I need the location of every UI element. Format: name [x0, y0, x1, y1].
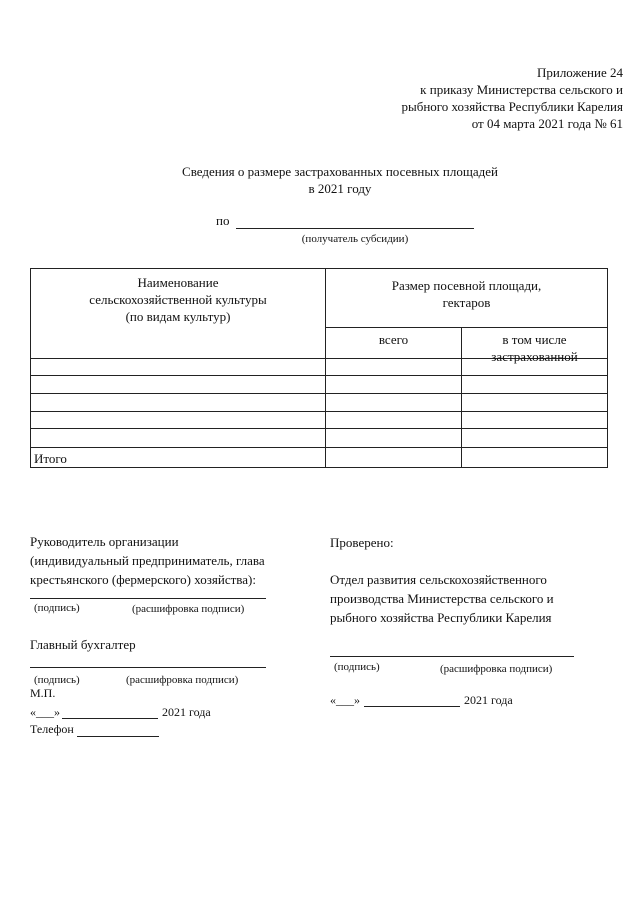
left-date-open: «___» — [30, 705, 60, 719]
table-row-line — [30, 428, 608, 429]
dept-signature-line — [330, 656, 574, 657]
header-total: всего — [378, 332, 409, 347]
header-line-1: Приложение 24 — [536, 65, 623, 80]
phone-line — [77, 736, 159, 737]
left-date-year: 2021 года — [162, 705, 211, 719]
head-sign-caption: (подпись) — [34, 602, 80, 614]
chief-accountant-label: Главный бухгалтер — [30, 637, 136, 652]
recipient-caption: (получатель субсидии) — [301, 233, 409, 245]
dept-decode-caption: (расшифровка подписи) — [440, 663, 553, 675]
right-date-year: 2021 года — [464, 693, 513, 707]
table-row-line — [30, 375, 608, 376]
document-title — [100, 163, 580, 197]
header-crop-name: Наименование сельскохозяйственной культуры (по видам культур) — [89, 275, 267, 324]
table-bottom-border — [30, 467, 608, 468]
table-subheader-border — [325, 327, 608, 328]
phone-label: Телефон — [30, 722, 74, 736]
head-signature-line — [30, 598, 266, 599]
table-right-border — [607, 268, 608, 467]
accountant-sign-caption: (подпись) — [34, 674, 80, 686]
stamp-label: М.П. — [30, 686, 56, 700]
department-label: Отдел развития сельскохозяйственного производства Министерства сельского и рыбного хозяйства Республики Карелия — [330, 572, 554, 625]
left-date-line — [62, 718, 158, 719]
table-top-border — [30, 268, 608, 269]
title-line-2: в 2021 году — [308, 181, 372, 196]
right-date-open: «___» — [330, 693, 360, 707]
header-insured: в том числе застрахованной — [491, 332, 578, 364]
header-line-4: от 04 марта 2021 года № 61 — [471, 116, 623, 131]
table-row-line — [30, 393, 608, 394]
head-of-organization-label: Руководитель организации (индивидуальный предприниматель, глава крестьянского (фермерского) хозяйства): — [30, 534, 265, 587]
head-decode-caption: (расшифровка подписи) — [132, 603, 245, 615]
checked-label: Проверено: — [330, 535, 394, 550]
header-line-2: к приказу Министерства сельского и — [420, 82, 623, 97]
right-date-line — [364, 706, 460, 707]
appendix-header — [323, 64, 623, 132]
header-area-size: Размер посевной площади, гектаров — [391, 278, 542, 310]
recipient-underline — [236, 228, 474, 229]
dept-sign-caption: (подпись) — [334, 661, 380, 673]
table-row-line — [30, 447, 608, 448]
recipient-prefix: по — [216, 213, 230, 228]
header-line-3: рыбного хозяйства Республики Карелия — [401, 99, 623, 114]
total-row-label: Итого — [34, 451, 67, 466]
accountant-decode-caption: (расшифровка подписи) — [126, 674, 239, 686]
table-row-line — [30, 411, 608, 412]
title-line-1: Сведения о размере застрахованных посевных площадей — [182, 164, 498, 179]
accountant-signature-line — [30, 667, 266, 668]
